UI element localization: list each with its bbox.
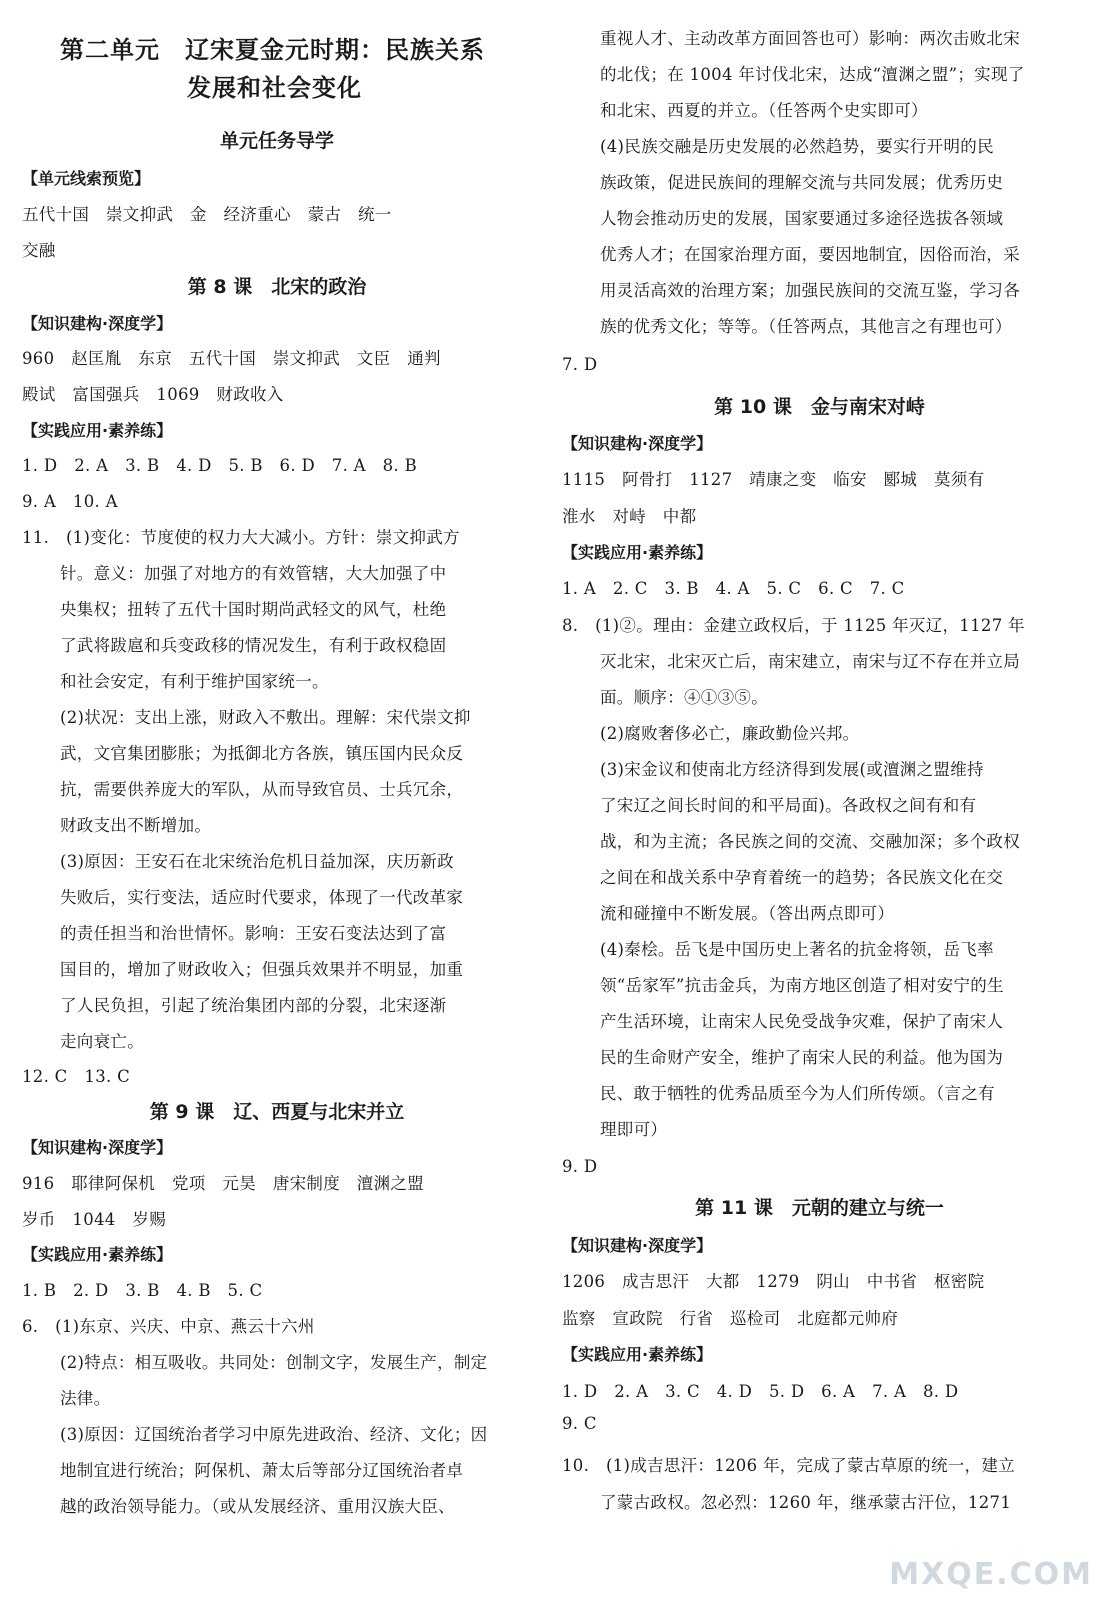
unit-title-line2: 发展和社会变化 [187,74,362,102]
left-column [22,0,532,1600]
answer-line: 12. C 13. C [22,1067,131,1086]
answer-line: 法律。 [60,1389,111,1408]
right-column [562,0,1077,1600]
keywords-line: 殿试 富国强兵 1069 财政收入 [22,385,284,404]
answer-line: (2)腐败奢侈必亡，廉政勤俭兴邦。 [600,724,860,743]
answer-line: 重视人才、主动改革方面回答也可）影响：两次击败北宋 [600,29,1020,48]
answer-line: 1. B 2. D 3. B 4. B 5. C [22,1281,263,1300]
answer-line: 国目的，增加了财政收入；但强兵效果并不明显，加重 [60,960,464,979]
keywords-line: 岁币 1044 岁赐 [22,1210,166,1229]
answer-line: 了宋辽之间长时间的和平局面)。各政权之间有和有 [600,796,977,815]
answer-line: 之间在和战关系中孕育着统一的趋势；各民族文化在交 [600,868,1004,887]
lesson-11-heading: 第 11 课 元朝的建立与统一 [695,1197,944,1219]
answer-line: 族政策，促进民族间的理解交流与共同发展；优秀历史 [600,173,1004,192]
section-tag: 【实践应用·素养练】 [562,1345,713,1364]
keywords-line: 960 赵匡胤 东京 五代十国 崇文抑武 文臣 通判 [22,349,441,368]
section-tag: 【实践应用·素养练】 [22,421,173,440]
answer-line: 6. (1)东京、兴庆、中京、燕云十六州 [22,1317,315,1336]
section-tag: 【实践应用·素养练】 [562,543,713,562]
answer-line: 失败后，实行变法，适应时代要求，体现了一代改革家 [60,888,464,907]
answer-line: (4)民族交融是历史发展的必然趋势，要实行开明的民 [600,137,994,156]
answer-line: 抗，需要供养庞大的军队，从而导致官员、士兵冗余， [60,780,464,799]
answer-line: (3)原因：王安石在北宋统治危机日益加深，庆历新政 [60,852,454,871]
answer-line: 1. D 2. A 3. B 4. D 5. B 6. D 7. A 8. B [22,456,417,475]
keywords-line: 淮水 对峙 中都 [562,507,697,526]
answer-line: 人物会推动历史的发展，国家要通过多途径选拔各领域 [600,209,1004,228]
answer-line: 财政支出不断增加。 [60,816,212,835]
answer-line: 产生活环境，让南宋人民免受战争灾难，保护了南宋人 [600,1012,1004,1031]
answer-line: 1. A 2. C 3. B 4. A 5. C 6. C 7. C [562,579,905,598]
answer-line: 流和碰撞中不断发展。（答出两点即可） [600,904,895,923]
answer-line: 央集权；扭转了五代十国时期尚武轻文的风气，杜绝 [60,600,447,619]
answer-line: 9. D [562,1157,598,1176]
answer-line: 9. A 10. A [22,492,118,511]
answer-line: 面。顺序：④①③⑤。 [600,688,768,707]
answer-line: 和社会安定，有利于维护国家统一。 [60,672,329,691]
keywords-line: 1115 阿骨打 1127 靖康之变 临安 郾城 莫须有 [562,470,985,489]
keywords-line: 五代十国 崇文抑武 金 经济重心 蒙古 统一 [22,205,392,224]
section-tag: 【知识建构·深度学】 [562,434,713,453]
keywords-line: 1206 成吉思汗 大都 1279 阴山 中书省 枢密院 [562,1272,985,1291]
answer-line: 战，和为主流；各民族之间的交流、交融加深；多个政权 [600,832,1020,851]
answer-line: 和北宋、西夏的并立。（任答两个史实即可） [600,101,928,120]
answer-line: 越的政治领导能力。（或从发展经济、重用汉族大臣、 [60,1497,455,1516]
answer-line: 9. C [562,1414,597,1433]
section-tag: 【知识建构·深度学】 [22,314,173,333]
answer-line: 1. D 2. A 3. C 4. D 5. D 6. A 7. A 8. D [562,1382,959,1401]
answer-line: 民的生命财产安全，维护了南宋人民的利益。他为国为 [600,1048,1004,1067]
answer-line: 10. (1)成吉思汗：1206 年，完成了蒙古草原的统一，建立 [562,1456,1015,1475]
answer-line: 了人民负担，引起了统治集团内部的分裂，北宋逐渐 [60,996,447,1015]
answer-line: (4)秦桧。岳飞是中国历史上著名的抗金将领，岳飞率 [600,940,994,959]
guide-heading: 单元任务导学 [219,130,334,152]
answer-line: 走向衰亡。 [60,1032,144,1051]
answer-line: 族的优秀文化；等等。（任答两点，其他言之有理也可） [600,317,1012,336]
section-tag: 【实践应用·素养练】 [22,1245,173,1264]
answer-line: (3)宋金议和使南北方经济得到发展(或澶渊之盟维持 [600,760,984,779]
answer-line: 理即可） [600,1120,668,1139]
answer-line: 针。意义：加强了对地方的有效管辖，大大加强了中 [60,564,447,583]
answer-line: (2)状况：支出上涨，财政入不敷出。理解：宋代崇文抑 [60,708,471,727]
section-tag: 【知识建构·深度学】 [562,1236,713,1255]
answer-line: 优秀人才；在国家治理方面，要因地制宜，因俗而治，采 [600,245,1020,264]
answer-line: 领“岳家军”抗击金兵，为南方地区创造了相对安宁的生 [600,976,1004,995]
answer-line: 地制宜进行统治；阿保机、萧太后等部分辽国统治者卓 [60,1461,464,1480]
answer-line: 8. (1)②。理由：金建立政权后，于 1125 年灭辽，1127 年 [562,616,1025,635]
section-tag: 【单元线索预览】 [22,169,151,188]
keywords-line: 交融 [22,241,56,260]
answer-line: 武，文官集团膨胀；为抵御北方各族，镇压国内民众反 [60,744,464,763]
watermark-logo: MXQE.COM [889,1557,1093,1592]
lesson-10-heading: 第 10 课 金与南宋对峙 [714,396,925,418]
keywords-line: 916 耶律阿保机 党项 元昊 唐宋制度 澶渊之盟 [22,1174,424,1193]
answer-line: 的北伐；在 1004 年讨伐北宋，达成“澶渊之盟”；实现了 [600,65,1025,84]
answer-line: 了武将跋扈和兵变政移的情况发生，有利于政权稳固 [60,636,447,655]
keywords-line: 监察 宣政院 行省 巡检司 北庭都元帅府 [562,1309,898,1328]
answer-line: (3)原因：辽国统治者学习中原先进政治、经济、文化；因 [60,1425,488,1444]
answer-line: 用灵活高效的治理方案；加强民族间的交流互鉴，学习各 [600,281,1020,300]
answer-line: 灭北宋，北宋灭亡后，南宋建立，南宋与辽不存在并立局 [600,652,1020,671]
section-tag: 【知识建构·深度学】 [22,1138,173,1157]
answer-line: 的责任担当和治世情怀。影响：王安石变法达到了富 [60,924,447,943]
answer-line: 民、敢于牺牲的优秀品质至今为人们所传颂。（言之有 [600,1084,995,1103]
unit-title-line1: 第二单元 辽宋夏金元时期：民族关系 [60,36,485,64]
lesson-9-heading: 第 9 课 辽、西夏与北宋并立 [149,1101,405,1123]
lesson-8-heading: 第 8 课 北宋的政治 [187,276,367,298]
answer-line: (2)特点：相互吸收。共同处：创制文字，发展生产，制定 [60,1353,488,1372]
answer-line: 了蒙古政权。忽必烈：1260 年，继承蒙古汗位，1271 [600,1493,1012,1512]
answer-line: 11. (1)变化：节度使的权力大大减小。方针：崇文抑武方 [22,528,460,547]
answer-line: 7. D [562,355,598,374]
